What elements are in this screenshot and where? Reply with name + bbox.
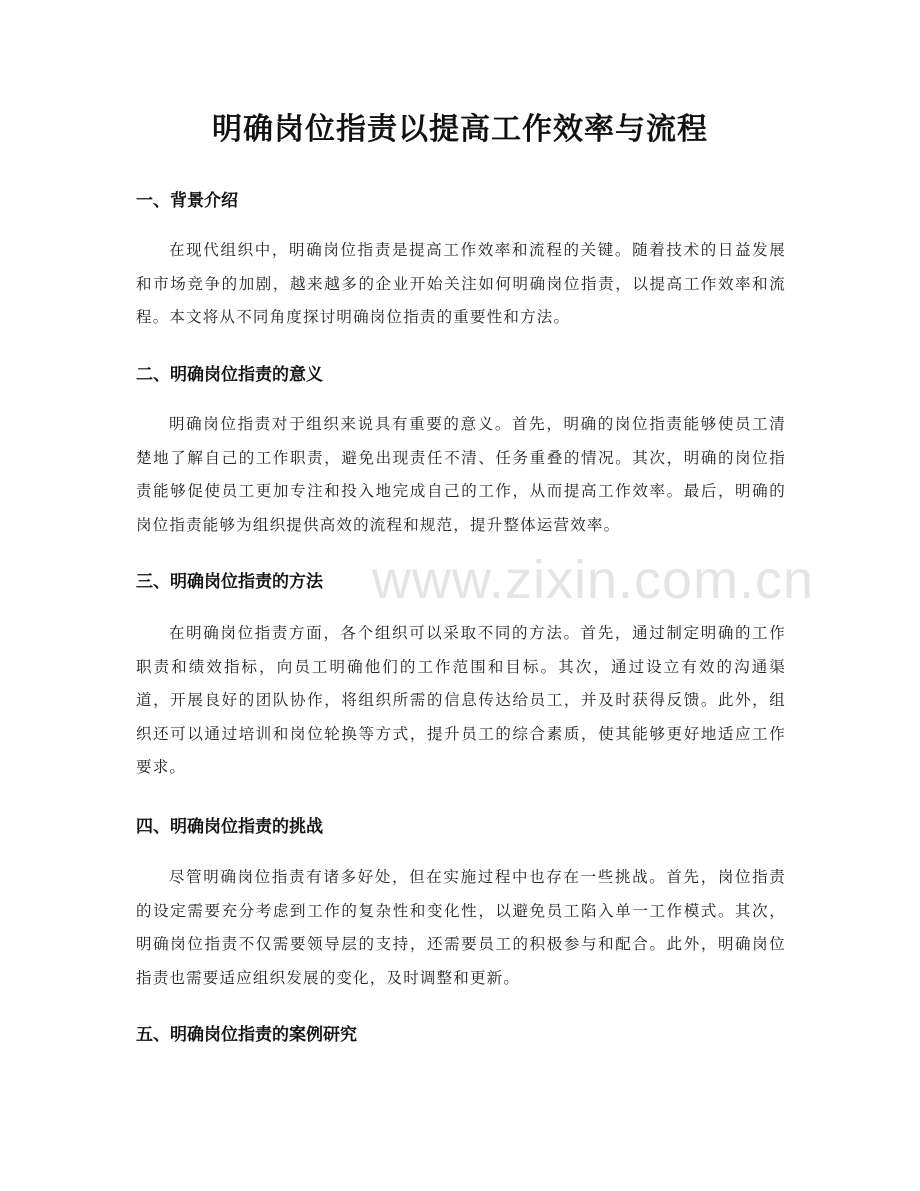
section-paragraph-methods: 在明确岗位指责方面，各个组织可以采取不同的方法。首先，通过制定明确的工作职责和绩效指标，向员工明确他们的工作范围和目标。其次，通过设立有效的沟通渠道，开展良好的团队协作，将组织所需的信息传达给员工，并及时获得反馈。此外，组织还可以通过培训和岗位轮换等方式，提升员工的综合素质，使其能够更好地适应工作要求。 — [136, 624, 786, 776]
section-heading-significance: 二、明确岗位指责的意义 — [136, 365, 323, 385]
section-heading-case-study: 五、明确岗位指责的案例研究 — [136, 1025, 357, 1045]
section-heading-methods: 三、明确岗位指责的方法 — [136, 572, 323, 592]
document-title: 明确岗位指责以提高工作效率与流程 — [212, 112, 708, 147]
section-heading-challenges: 四、明确岗位指责的挑战 — [136, 817, 323, 837]
section-heading-background: 一、背景介绍 — [136, 191, 238, 211]
section-paragraph-challenges: 尽管明确岗位指责有诸多好处，但在实施过程中也存在一些挑战。首先，岗位指责的设定需要充分考虑到工作的复杂性和变化性，以避免员工陷入单一工作模式。其次，明确岗位指责不仅需要领导层的支持，还需要员工的积极参与和配合。此外，明确岗位指责也需要适应组织发展的变化，及时调整和更新。 — [136, 868, 786, 987]
section-paragraph-significance: 明确岗位指责对于组织来说具有重要的意义。首先，明确的岗位指责能够使员工清楚地了解自己的工作职责，避免出现责任不清、任务重叠的情况。其次，明确的岗位指责能够促使员工更加专注和投入地完成自己的工作，从而提高工作效率。最后，明确的岗位指责能够为组织提供高效的流程和规范，提升整体运营效率。 — [136, 415, 786, 534]
watermark-text: www.zixin.com.cn — [372, 550, 815, 610]
section-paragraph-background: 在现代组织中，明确岗位指责是提高工作效率和流程的关键。随着技术的日益发展和市场竞争的加剧，越来越多的企业开始关注如何明确岗位指责，以提高工作效率和流程。本文将从不同角度探讨明确岗位指责的重要性和方法。 — [136, 241, 786, 326]
